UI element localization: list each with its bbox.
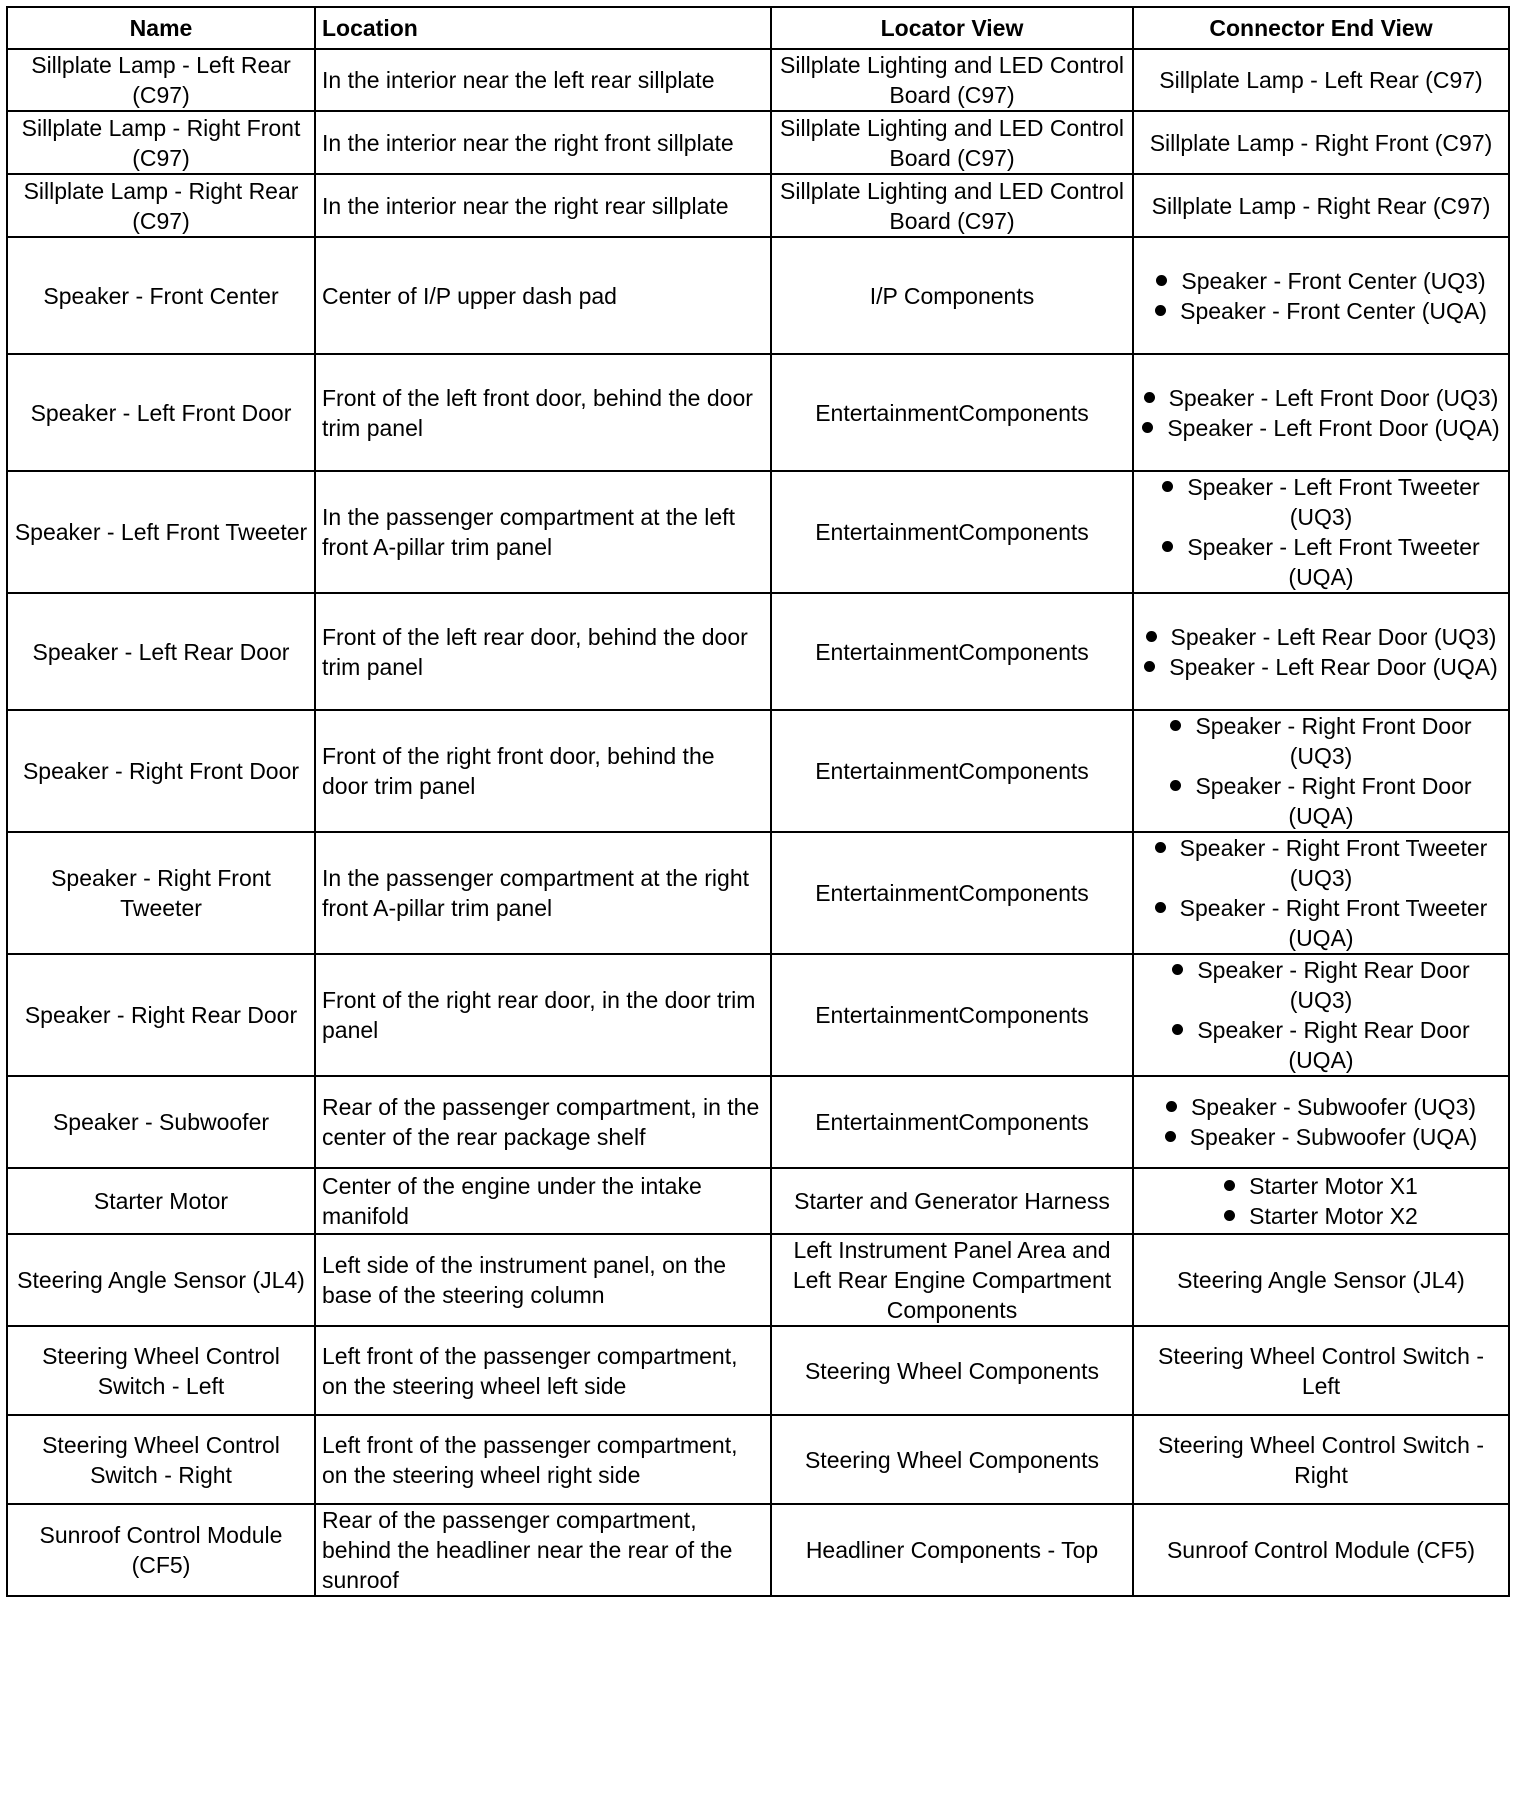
connector-label: Speaker - Right Front Door (UQA)	[1195, 773, 1472, 829]
connector-label: Steering Wheel Control Switch - Left	[1158, 1342, 1484, 1399]
cell-locator-view: Sillplate Lighting and LED Control Board (C97)	[771, 174, 1133, 237]
table-row	[7, 237, 1509, 354]
cell-name: Speaker - Right Front Door	[7, 710, 315, 832]
connector-list-item	[1140, 771, 1502, 831]
cell-location: Rear of the passenger compartment, behind the headliner near the rear of the sunroof	[315, 1504, 771, 1596]
table-row	[7, 174, 1509, 237]
connector-list-item	[1140, 1015, 1502, 1075]
cell-locator-view: EntertainmentComponents	[771, 832, 1133, 954]
cell-connector-end-view	[1133, 49, 1509, 111]
table-row	[7, 954, 1509, 1076]
cell-name: Sillplate Lamp - Left Rear (C97)	[7, 49, 315, 111]
connector-label: Sunroof Control Module (CF5)	[1166, 1537, 1476, 1563]
table-row	[7, 832, 1509, 954]
cell-location: Front of the left front door, behind the door trim panel	[315, 354, 771, 471]
cell-connector-end-view	[1133, 710, 1509, 832]
cell-locator-view: EntertainmentComponents	[771, 471, 1133, 593]
cell-name: Speaker - Left Front Door	[7, 354, 315, 471]
connector-label: Speaker - Left Front Tweeter (UQA)	[1187, 534, 1480, 590]
cell-name: Sillplate Lamp - Right Rear (C97)	[7, 174, 315, 237]
connector-label: Speaker - Right Front Tweeter (UQA)	[1179, 895, 1488, 951]
cell-location: Left side of the instrument panel, on the base of the steering column	[315, 1234, 771, 1326]
connector-list	[1140, 955, 1502, 1075]
table-row	[7, 111, 1509, 174]
cell-connector-end-view	[1133, 354, 1509, 471]
bullet-icon	[1172, 964, 1183, 975]
cell-locator-view: Steering Wheel Components	[771, 1415, 1133, 1504]
connector-label: Speaker - Front Center (UQA)	[1180, 297, 1487, 324]
cell-name: Steering Wheel Control Switch - Right	[7, 1415, 315, 1504]
cell-name: Speaker - Left Front Tweeter	[7, 471, 315, 593]
cell-name: Sillplate Lamp - Right Front (C97)	[7, 111, 315, 174]
bullet-icon	[1146, 631, 1157, 642]
connector-list-item	[1140, 833, 1502, 893]
cell-locator-view: EntertainmentComponents	[771, 954, 1133, 1076]
cell-locator-view: EntertainmentComponents	[771, 710, 1133, 832]
component-locator-table	[6, 6, 1510, 1597]
cell-connector-end-view	[1133, 1076, 1509, 1168]
connector-list	[1140, 1171, 1502, 1231]
connector-list-item	[1140, 266, 1502, 296]
connector-label: Speaker - Right Rear Door (UQA)	[1197, 1017, 1470, 1073]
connector-label: Speaker - Subwoofer (UQ3)	[1190, 1094, 1477, 1120]
table-row	[7, 354, 1509, 471]
cell-location: Left front of the passenger compartment, on the steering wheel left side	[315, 1326, 771, 1415]
bullet-icon	[1155, 305, 1166, 316]
bullet-icon	[1156, 275, 1167, 286]
header-location: Location	[315, 7, 771, 49]
cell-location: In the interior near the right rear sillplate	[315, 174, 771, 237]
connector-list-item	[1140, 1201, 1502, 1231]
cell-connector-end-view	[1133, 1168, 1509, 1234]
connector-list	[1140, 472, 1502, 592]
bullet-icon	[1144, 661, 1155, 672]
bullet-icon	[1162, 481, 1173, 492]
bullet-icon	[1224, 1180, 1235, 1191]
table-row	[7, 1415, 1509, 1504]
cell-locator-view: Left Instrument Panel Area and Left Rear Engine Compartment Components	[771, 1234, 1133, 1326]
cell-connector-end-view	[1133, 471, 1509, 593]
connector-label: Starter Motor X2	[1249, 1203, 1418, 1229]
connector-label: Speaker - Subwoofer (UQA)	[1189, 1124, 1478, 1150]
cell-location: Front of the right rear door, in the door trim panel	[315, 954, 771, 1076]
cell-location: Center of the engine under the intake manifold	[315, 1168, 771, 1234]
cell-name: Sunroof Control Module (CF5)	[7, 1504, 315, 1596]
connector-list-item	[1140, 296, 1502, 326]
cell-name: Speaker - Left Rear Door	[7, 593, 315, 710]
cell-locator-view: Steering Wheel Components	[771, 1326, 1133, 1415]
cell-name: Speaker - Right Front Tweeter	[7, 832, 315, 954]
connector-list-item	[1140, 413, 1502, 443]
cell-location: In the passenger compartment at the left front A-pillar trim panel	[315, 471, 771, 593]
bullet-icon	[1170, 720, 1181, 731]
cell-locator-view: Headliner Components - Top	[771, 1504, 1133, 1596]
cell-name: Steering Wheel Control Switch - Left	[7, 1326, 315, 1415]
cell-locator-view: EntertainmentComponents	[771, 593, 1133, 710]
connector-list	[1140, 383, 1502, 443]
bullet-icon	[1142, 422, 1153, 433]
cell-connector-end-view	[1133, 593, 1509, 710]
connector-list	[1140, 1092, 1502, 1152]
connector-label: Speaker - Right Front Door (UQ3)	[1195, 713, 1472, 769]
bullet-icon	[1170, 780, 1181, 791]
bullet-icon	[1155, 902, 1166, 913]
connector-label: Starter Motor X1	[1249, 1173, 1418, 1199]
connector-list-item	[1140, 1171, 1502, 1201]
connector-list	[1140, 711, 1502, 831]
cell-connector-end-view	[1133, 174, 1509, 237]
bullet-icon	[1172, 1024, 1183, 1035]
cell-connector-end-view	[1133, 1234, 1509, 1326]
cell-locator-view: Sillplate Lighting and LED Control Board (C97)	[771, 49, 1133, 111]
cell-connector-end-view	[1133, 1326, 1509, 1415]
header-row	[7, 7, 1509, 49]
connector-label: Speaker - Left Rear Door (UQ3)	[1170, 623, 1497, 650]
connector-list	[1140, 833, 1502, 953]
connector-list-item	[1140, 893, 1502, 953]
table-row	[7, 1504, 1509, 1596]
connector-label: Speaker - Left Front Tweeter (UQ3)	[1187, 474, 1480, 530]
connector-label: Sillplate Lamp - Right Rear (C97)	[1151, 192, 1491, 219]
connector-label: Sillplate Lamp - Left Rear (C97)	[1159, 67, 1483, 93]
cell-location: In the passenger compartment at the right front A-pillar trim panel	[315, 832, 771, 954]
table-row	[7, 1234, 1509, 1326]
connector-list-item	[1140, 652, 1502, 682]
bullet-icon	[1144, 392, 1155, 403]
cell-location: Front of the right front door, behind the door trim panel	[315, 710, 771, 832]
table-row	[7, 1076, 1509, 1168]
bullet-icon	[1224, 1210, 1235, 1221]
cell-connector-end-view	[1133, 237, 1509, 354]
connector-label: Steering Wheel Control Switch - Right	[1158, 1431, 1484, 1488]
connector-list	[1140, 266, 1502, 326]
table-row	[7, 710, 1509, 832]
cell-name: Speaker - Front Center	[7, 237, 315, 354]
cell-location: In the interior near the right front sillplate	[315, 111, 771, 174]
connector-list-item	[1140, 1092, 1502, 1122]
connector-label: Speaker - Left Rear Door (UQA)	[1169, 653, 1498, 680]
header-locator-view: Locator View	[771, 7, 1133, 49]
table-row	[7, 1326, 1509, 1415]
connector-label: Sillplate Lamp - Right Front (C97)	[1149, 129, 1493, 156]
connector-list-item	[1140, 711, 1502, 771]
cell-location: Center of I/P upper dash pad	[315, 237, 771, 354]
connector-list-item	[1140, 383, 1502, 413]
connector-label: Speaker - Right Rear Door (UQ3)	[1197, 957, 1470, 1013]
cell-name: Starter Motor	[7, 1168, 315, 1234]
cell-location: In the interior near the left rear sillplate	[315, 49, 771, 111]
cell-location: Left front of the passenger compartment, on the steering wheel right side	[315, 1415, 771, 1504]
cell-locator-view: EntertainmentComponents	[771, 1076, 1133, 1168]
connector-list-item	[1140, 532, 1502, 592]
cell-locator-view: EntertainmentComponents	[771, 354, 1133, 471]
header-name: Name	[7, 7, 315, 49]
connector-list-item	[1140, 622, 1502, 652]
cell-location: Front of the left rear door, behind the door trim panel	[315, 593, 771, 710]
connector-label: Steering Angle Sensor (JL4)	[1177, 1267, 1465, 1293]
cell-name: Steering Angle Sensor (JL4)	[7, 1234, 315, 1326]
cell-connector-end-view	[1133, 954, 1509, 1076]
connector-list-item	[1140, 1122, 1502, 1152]
table-row	[7, 49, 1509, 111]
table-row	[7, 471, 1509, 593]
cell-location: Rear of the passenger compartment, in the center of the rear package shelf	[315, 1076, 771, 1168]
table-row	[7, 1168, 1509, 1234]
bullet-icon	[1165, 1131, 1176, 1142]
connector-list-item	[1140, 955, 1502, 1015]
cell-name: Speaker - Right Rear Door	[7, 954, 315, 1076]
connector-list-item	[1140, 472, 1502, 532]
cell-name: Speaker - Subwoofer	[7, 1076, 315, 1168]
bullet-icon	[1166, 1101, 1177, 1112]
cell-locator-view: Sillplate Lighting and LED Control Board (C97)	[771, 111, 1133, 174]
header-connector-end-view: Connector End View	[1133, 7, 1509, 49]
cell-connector-end-view	[1133, 832, 1509, 954]
cell-connector-end-view	[1133, 111, 1509, 174]
connector-label: Speaker - Left Front Door (UQA)	[1167, 414, 1500, 441]
connector-label: Speaker - Left Front Door (UQ3)	[1168, 384, 1499, 411]
cell-locator-view: I/P Components	[771, 237, 1133, 354]
cell-locator-view: Starter and Generator Harness	[771, 1168, 1133, 1234]
cell-connector-end-view	[1133, 1415, 1509, 1504]
table-row	[7, 593, 1509, 710]
bullet-icon	[1155, 842, 1166, 853]
cell-connector-end-view	[1133, 1504, 1509, 1596]
connector-list	[1140, 622, 1502, 682]
connector-label: Speaker - Front Center (UQ3)	[1181, 267, 1486, 294]
bullet-icon	[1162, 541, 1173, 552]
connector-label: Speaker - Right Front Tweeter (UQ3)	[1179, 835, 1488, 891]
